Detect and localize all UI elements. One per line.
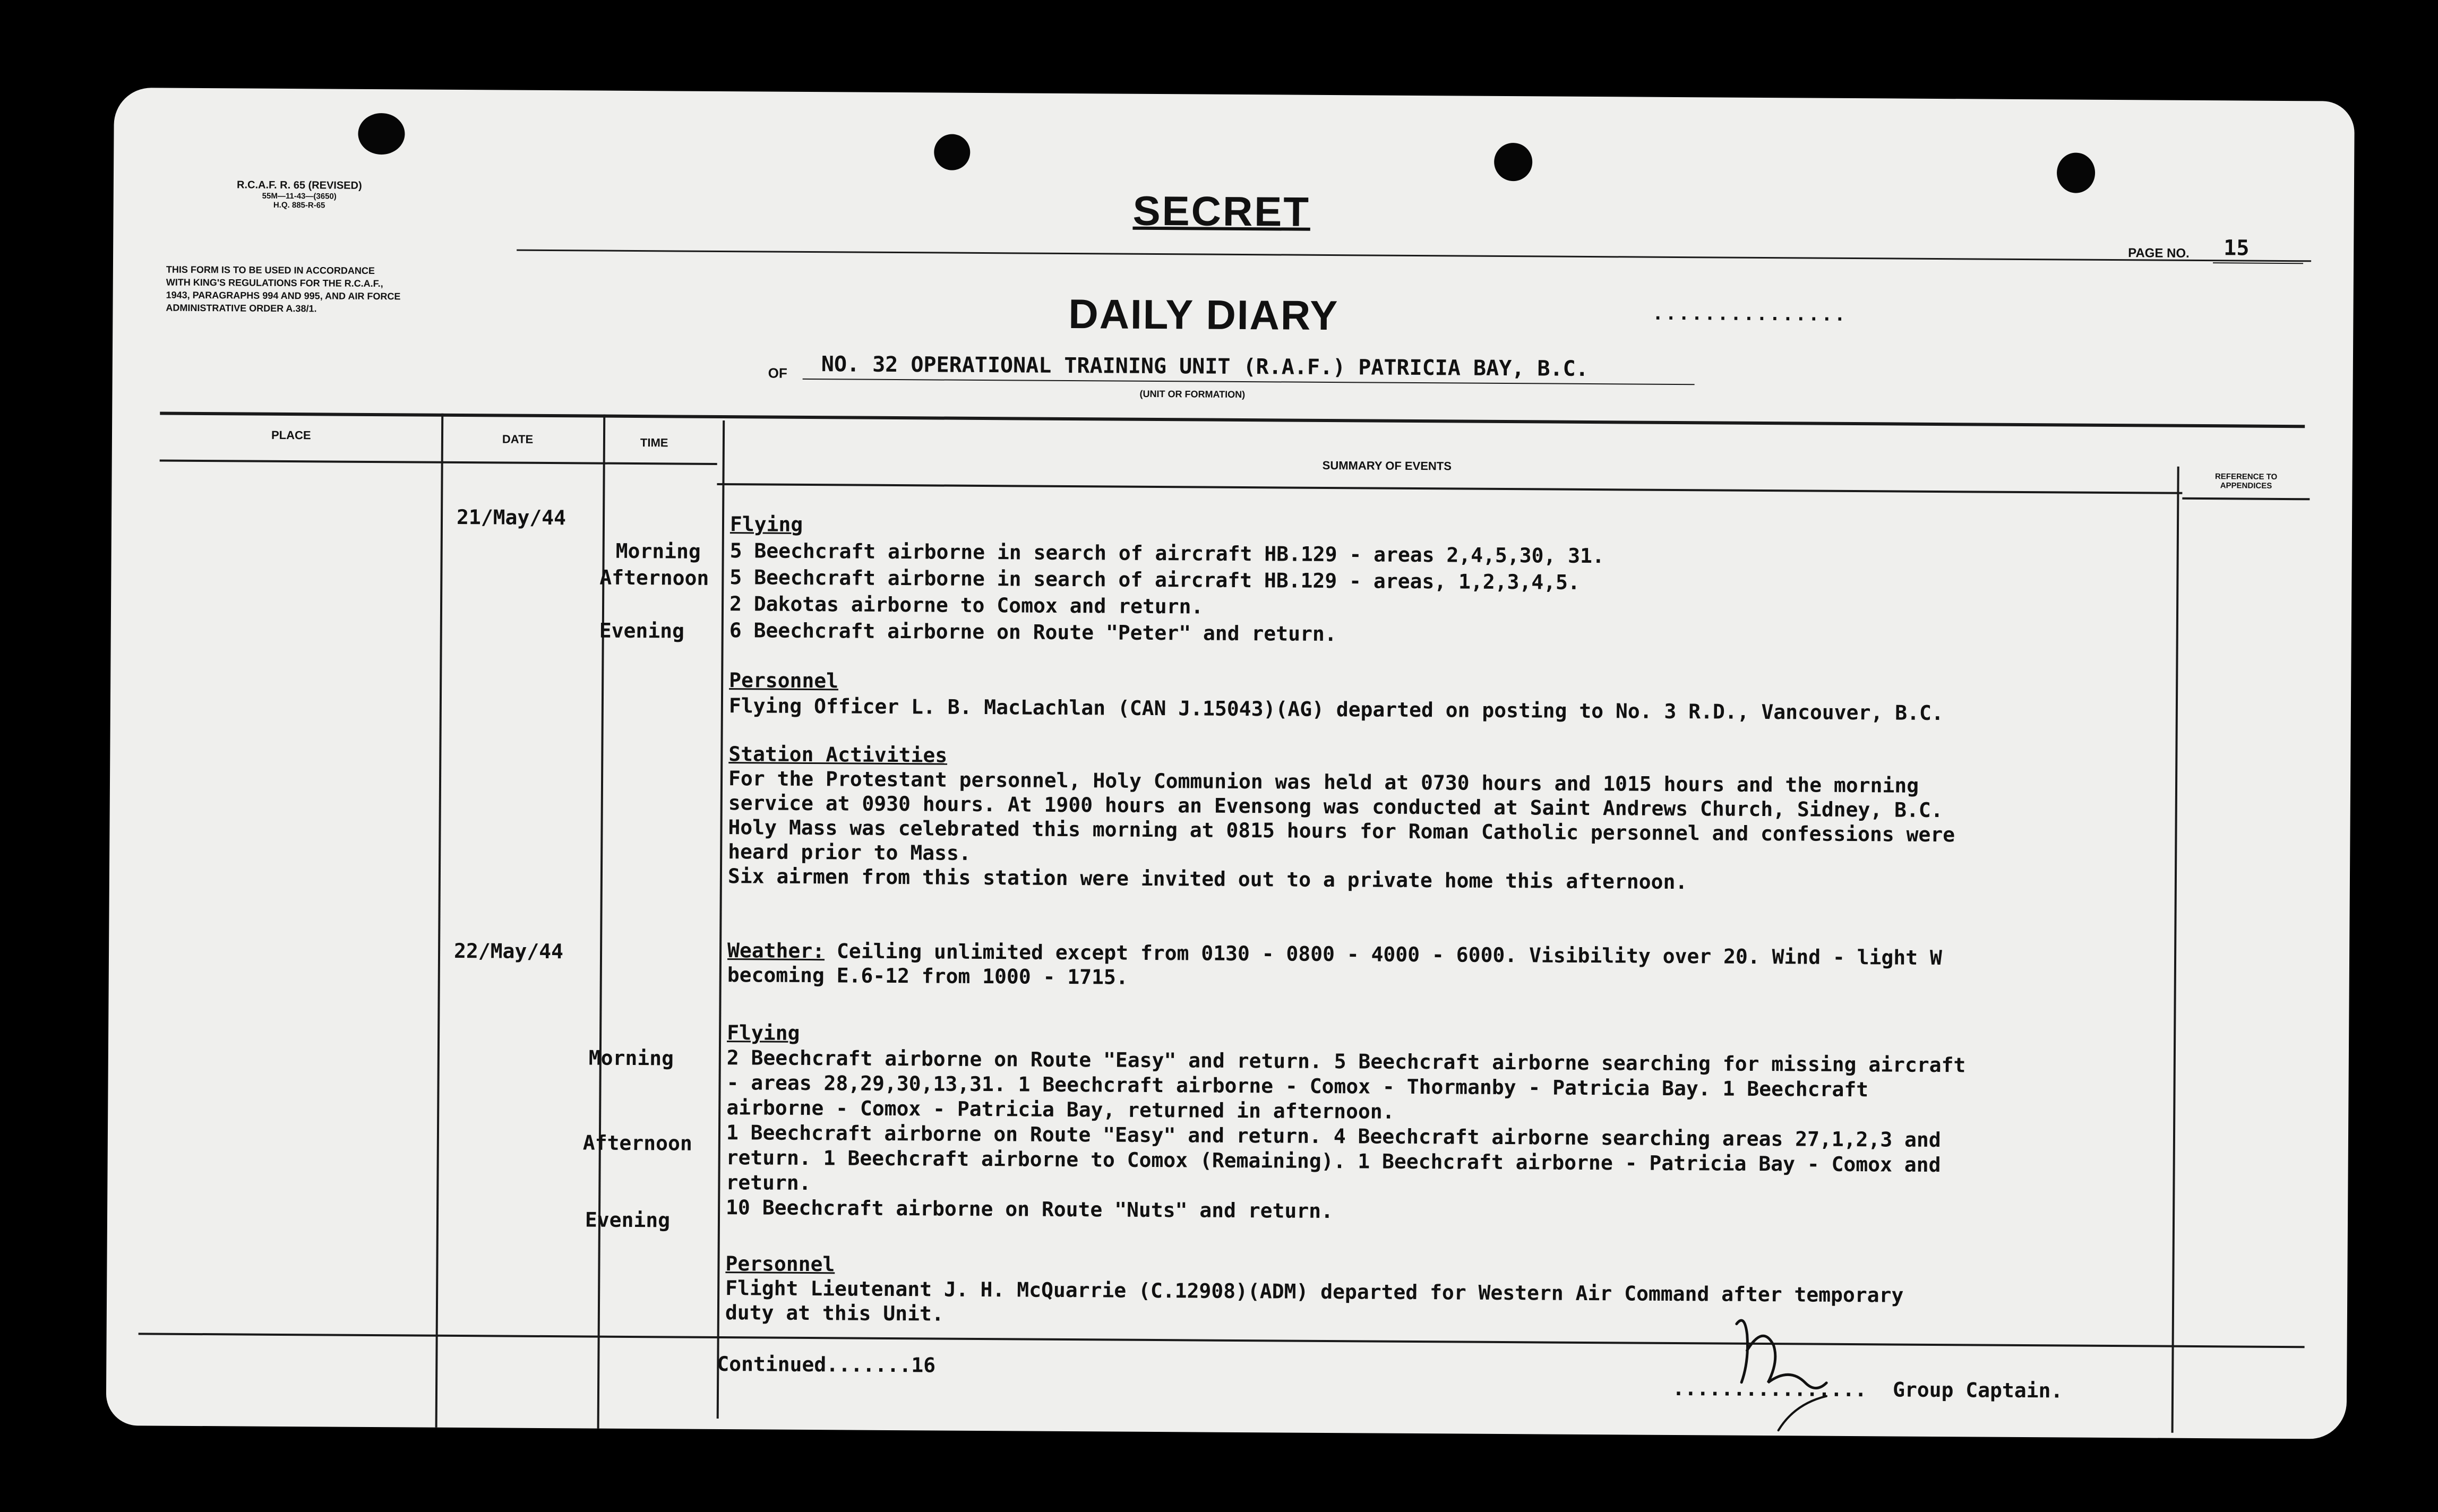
signature-dots: ................: [1672, 1376, 1867, 1402]
form-code: R.C.A.F. R. 65 (REVISED) 55M—11-43—(3650) H.Q. 885-R-65: [237, 179, 362, 210]
time-label: Evening: [599, 618, 685, 643]
unit-caption: (UNIT OR FORMATION): [1139, 388, 1246, 400]
entry-station-activities: Station Activities For the Protestant personnel, Holy Communion was held at 0730 hours and 1015 hours and the morning service at 0930 hours. At 1900 hours an Evensong was conducted at Saint Andrews Church, Sidney, B.C. Holy Mass was celebrated this morning at 0815 hours for Roman Catholic personnel and confessions were heard prior to Mass. Six airmen from this station were invited out to a private home this afternoon.: [727, 742, 1955, 894]
entry-flying-22-may: Flying 2 Beechcraft airborne on Route "Easy" and return. 5 Beechcraft airborne searching for missing aircraft - areas 28,29,30,13,31. 1 Beechcraft airborne - Comox - Thormanby - Patricia Bay. 1 Beechcraft airborne - Comox - Patricia Bay, returned in afternoon. 1 Beechcraft airborne on Route "Easy" and return. 4 Beechcraft airborne searching areas 27,1,2,3 and return. 1 Beechcraft airborne to Comox (Remaining). 1 Beechcraft airborne - Patricia Bay - Comox and return. 10 Beechcraft airborne on Route "Nuts" and return.: [726, 1021, 1966, 1223]
entry-personnel-22-may: Personnel Flight Lieutenant J. H. McQuarrie (C.12908)(ADM) departed for Western Air Command after temporary duty at this Unit.: [725, 1252, 1904, 1326]
time-label: Morning: [615, 539, 701, 563]
entry-flying-21-may: Flying 5 Beechcraft airborne in search of aircraft HB.129 - areas 2,4,5,30, 31. 5 Beechcraft airborne in search of aircraft HB.129 - areas, 1,2,3,4,5. 2 Dakotas airborne to Comox and return. 6 Beechcraft airborne on Route "Peter" and return.: [729, 512, 1605, 646]
column-header-time: TIME: [640, 436, 668, 450]
column-divider-time: [717, 420, 725, 1419]
continued-note: Continued.......16: [717, 1352, 936, 1377]
title-dots: ...............: [1652, 303, 1848, 325]
column-header-place: PLACE: [271, 428, 311, 442]
page-title: DAILY DIARY: [1068, 290, 1339, 339]
diary-page: [106, 88, 2355, 1439]
signature-mark: [1714, 1302, 1928, 1439]
punch-hole: [2057, 152, 2095, 193]
classification-stamp: SECRET: [1132, 187, 1311, 235]
page-number: 15: [2224, 236, 2250, 261]
punch-hole: [358, 113, 405, 155]
column-header-summary: SUMMARY OF EVENTS: [1322, 458, 1452, 473]
reference-header-rule: [2182, 497, 2310, 500]
time-label: Afternoon: [582, 1131, 692, 1155]
time-label: Morning: [588, 1046, 674, 1070]
punch-hole: [934, 134, 970, 170]
of-label: OF: [768, 365, 787, 381]
table-header-rule: [160, 460, 717, 465]
unit-name: NO. 32 OPERATIONAL TRAINING UNIT (R.A.F.) PATRICIA BAY, B.C.: [821, 352, 1589, 381]
column-divider-reference: [2171, 467, 2179, 1433]
column-header-reference: REFERENCE TO APPENDICES: [2214, 472, 2278, 491]
table-bottom-rule: [139, 1333, 2305, 1348]
column-header-date: DATE: [502, 432, 534, 446]
header-rule: [517, 250, 2311, 262]
punch-hole: [1494, 143, 1532, 181]
date-entry: 21/May/44: [456, 505, 566, 530]
entry-personnel-21-may: Personnel Flying Officer L. B. MacLachlan (CAN J.15043)(AG) departed on posting to No. 3 R.D., Vancouver, B.C.: [728, 668, 1944, 725]
summary-header-rule: [717, 483, 2182, 494]
entry-weather-22-may: Weather: Ceiling unlimited except from 0130 - 0800 - 4000 - 6000. Visibility over 20. Wind - light W becoming E.6-12 from 1000 - 1715.: [727, 939, 1943, 989]
page-number-rule: [2213, 262, 2303, 264]
column-divider-place: [435, 414, 444, 1428]
page-label: PAGE NO.: [2128, 246, 2190, 261]
time-label: Afternoon: [599, 565, 709, 590]
date-entry: 22/May/44: [453, 939, 564, 964]
time-label: Evening: [585, 1208, 671, 1232]
form-note: THIS FORM IS TO BE USED IN ACCORDANCE WITH KING'S REGULATIONS FOR THE R.C.A.F., 1943, PARAGRAPHS 994 AND 995, AND AIR FORCE ADMINISTRATIVE ORDER A.38/1.: [166, 264, 401, 314]
table-top-rule: [160, 412, 2305, 428]
signature-title: Group Captain.: [1892, 1378, 2063, 1403]
